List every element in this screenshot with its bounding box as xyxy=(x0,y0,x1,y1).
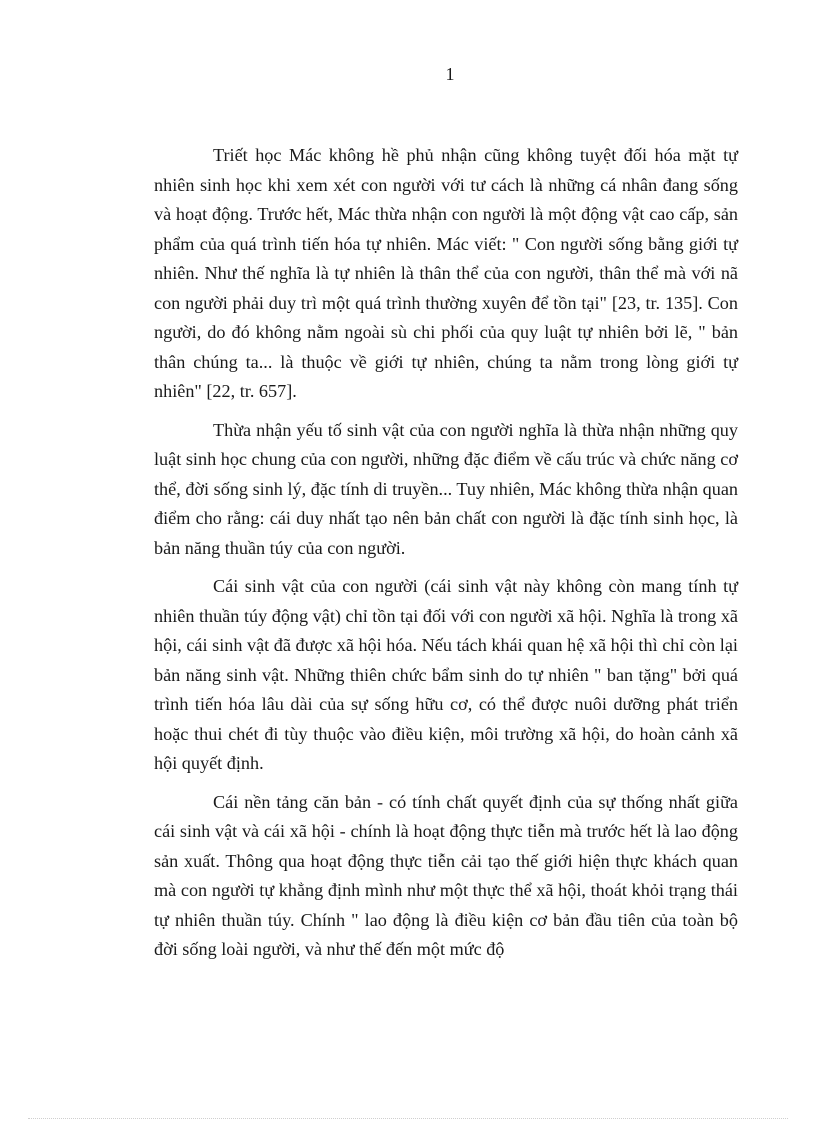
paragraph: Thừa nhận yếu tố sinh vật của con người nghĩa là thừa nhận những quy luật sinh học chung của con người, những đặc điểm về cấu trúc và chức năng cơ thể, đời sống sinh lý, đặc tính di truyền... Tuy nhiên, Mác không thừa nhận quan điểm cho rằng: cái duy nhất tạo nên bản chất con người là đặc tính sinh học, là bản năng thuần túy của con người. xyxy=(154,419,738,558)
paragraph: Triết học Mác không hề phủ nhận cũng không tuyệt đối hóa mặt tự nhiên sinh học khi xem xét con người với tư cách là những cá nhân đang sống và hoạt động. Trước hết, Mác thừa nhận con người là một động vật cao cấp, sản phẩm của quá trình tiến hóa tự nhiên. Mác viết: " Con người sống bằng giới tự nhiên. Như thế nghĩa là tự nhiên là thân thể của con người, thân thể mà với nã con người phải duy trì một quá trình thường xuyên để tồn tại" [23, tr. 135]. Con người, do đó không nằm ngoài sù chi phối của quy luật tự nhiên bởi lẽ, " bản thân chúng ta... là thuộc về giới tự nhiên, chúng ta nằm trong lòng giới tự nhiên" [22, tr. 657]. xyxy=(154,145,738,401)
page-bottom-divider xyxy=(28,1118,788,1119)
document-body xyxy=(154,141,738,974)
paragraph: Cái nền tảng căn bản - có tính chất quyết định của sự thống nhất giữa cái sinh vật và cái xã hội - chính là hoạt động thực tiễn mà trước hết là lao động sản xuất. Thông qua hoạt động thực tiễn cải tạo thế giới hiện thực khách quan mà con người tự khẳng định mình như một thực thể xã hội, thoát khỏi trạng thái tự nhiên thuần túy. Chính " lao động là điều kiện cơ bản đầu tiên của toàn bộ đời sống loài người, và như thế đến một mức độ xyxy=(154,791,738,959)
paragraph: Cái sinh vật của con người (cái sinh vật này không còn mang tính tự nhiên thuần túy động vật) chỉ tồn tại đối với con người xã hội. Nghĩa là trong xã hội, cái sinh vật đã được xã hội hóa. Nếu tách khái quan hệ xã hội thì chỉ còn lại bản năng sinh vật. Những thiên chức bẩm sinh do tự nhiên " ban tặng" bởi quá trình tiến hóa lâu dài của sự sống hữu cơ, có thể được nuôi dưỡng phát triển hoặc thui chét đi tùy thuộc vào điều kiện, môi trường xã hội, do hoàn cảnh xã hội quyết định. xyxy=(154,576,738,773)
page-number: 1 xyxy=(445,64,455,84)
